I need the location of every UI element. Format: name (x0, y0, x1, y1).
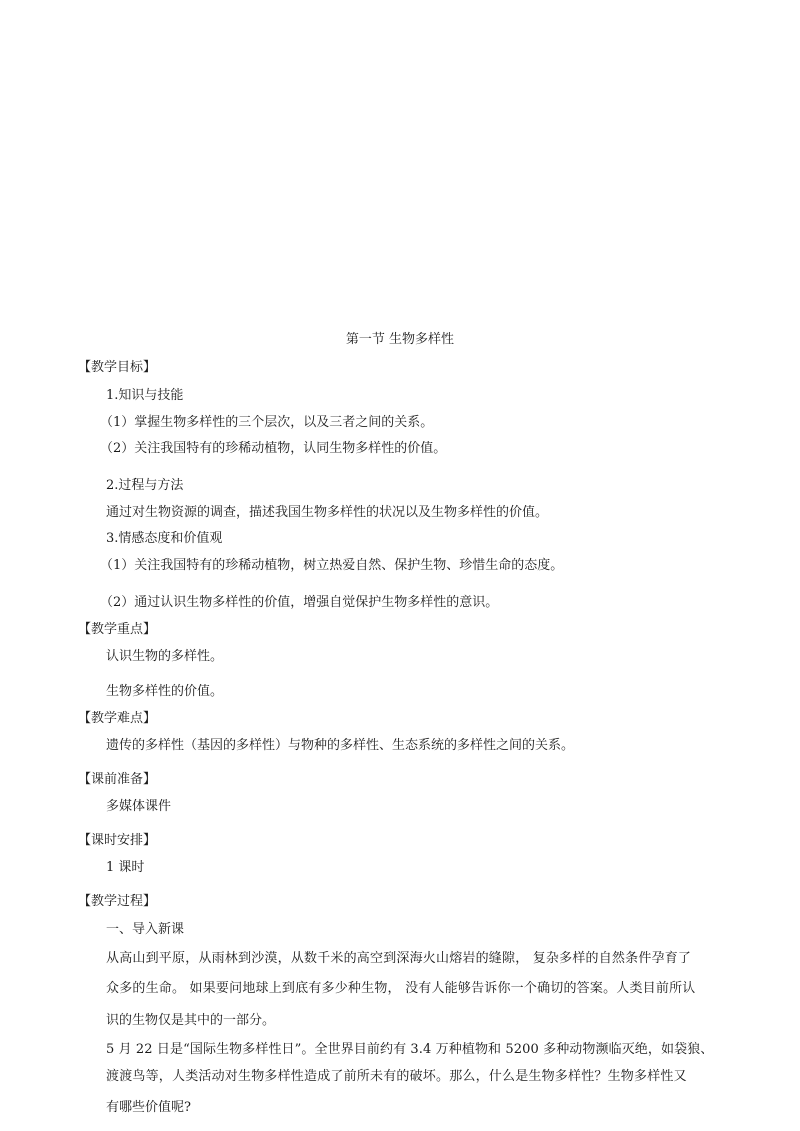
intro-paragraph-2-line-1: 5 月 22 日是“国际生物多样性日”。全世界目前约有 3.4 万种植物和 5200 多种动物濒临灭绝，如袋狼、 (106, 1042, 714, 1057)
attitude-item-1: （1）关注我国特有的珍稀动植物，树立热爱自然、保护生物、珍惜生命的态度。 (100, 558, 564, 573)
difficulty-1: 遗传的多样性（基因的多样性）与物种的多样性、生态系统的多样性之间的关系。 (106, 738, 575, 753)
difficulties-heading: 【教学难点】 (78, 711, 157, 726)
attitude-item-2: （2）通过认识生物多样性的价值，增强自觉保护生物多样性的意识。 (100, 595, 499, 610)
attitude-values-title: 3.情感态度和价值观 (106, 531, 223, 546)
intro-paragraph-1-line-1: 从高山到平原，从雨林到沙漠，从数千米的高空到深海火山熔岩的缝隙， 复杂多样的自然条件孕育了 (106, 951, 692, 966)
page-title: 第一节 生物多样性 (345, 332, 455, 347)
process-methods-text: 通过对生物资源的调查，描述我国生物多样性的状况以及生物多样性的价值。 (106, 505, 549, 520)
intro-paragraph-2-line-2: 渡渡鸟等，人类活动对生物多样性造成了前所未有的破坏。那么，什么是生物多样性？生物多样性又 (106, 1069, 687, 1084)
intro-title: 一、导入新课 (106, 922, 185, 937)
process-heading: 【教学过程】 (78, 894, 157, 909)
goals-heading: 【教学目标】 (78, 360, 157, 375)
key-point-2: 生物多样性的价值。 (106, 684, 224, 699)
schedule-heading: 【课时安排】 (78, 833, 157, 848)
preparation-item-1: 多媒体课件 (106, 799, 172, 814)
intro-paragraph-2-line-3: 有哪些价值呢? (106, 1100, 191, 1115)
knowledge-item-1: （1）掌握生物多样性的三个层次，以及三者之间的关系。 (100, 415, 434, 430)
key-point-1: 认识生物的多样性。 (106, 649, 224, 664)
knowledge-skills-title: 1.知识与技能 (106, 388, 184, 403)
preparation-heading: 【课前准备】 (78, 772, 157, 787)
key-points-heading: 【教学重点】 (78, 622, 157, 637)
intro-paragraph-1-line-2: 众多的生命。 如果要问地球上到底有多少种生物， 没有人能够告诉你一个确切的答案。人类目前所认 (106, 981, 696, 996)
process-methods-title: 2.过程与方法 (106, 478, 184, 493)
schedule-item-1: 1 课时 (106, 860, 145, 875)
knowledge-item-2: （2）关注我国特有的珍稀动植物，认同生物多样性的价值。 (100, 441, 447, 456)
intro-paragraph-1-line-3: 识的生物仅是其中的一部分。 (106, 1013, 276, 1028)
